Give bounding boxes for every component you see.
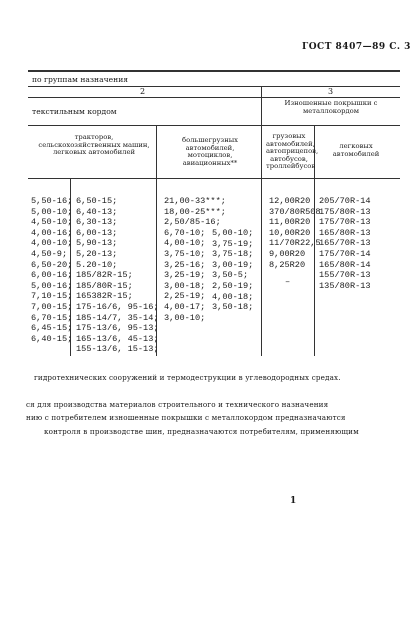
tire-size: 3,25-16;	[164, 259, 206, 270]
tire-size: 7,00-15;	[31, 301, 73, 312]
tire-size: 205/70R-14	[319, 196, 371, 206]
tire-size: 5,90-13;	[76, 238, 118, 249]
tire-size: 3,00-10;	[164, 312, 206, 323]
tire-size: 165/80R-13	[319, 227, 371, 238]
tire-size: 4,50-9;	[31, 248, 68, 259]
tire-size: 3,75-18;	[212, 249, 254, 260]
tire-size: 2,50-19;	[212, 280, 254, 291]
tire-size: 5.20-10;	[76, 259, 118, 270]
subheading-cars: легковых автомобилей	[332, 142, 380, 158]
tire-size: 8,25R20	[269, 259, 306, 270]
table-rule	[28, 178, 400, 179]
tire-size: 3,50-5;	[212, 270, 249, 281]
tire-size: 6,30-13;	[76, 217, 118, 228]
tire-size: 165/80R-14	[319, 259, 371, 270]
body-text-line: нию с потребителем изношенные покрышки с металлокордом предназначаются	[26, 413, 346, 422]
table-divider	[261, 86, 262, 356]
tire-size: 11/70R22,5	[269, 238, 321, 249]
subheading-heavy: большегрузных автомобилей, мотоциклов, авиационных**	[182, 136, 238, 167]
tire-size: 5,00-16;	[31, 280, 73, 291]
tire-size: 4,00-17;	[164, 301, 206, 312]
tire-size: 5,20-13;	[76, 248, 118, 259]
tire-size: 6,70-10;	[164, 227, 206, 238]
tire-size: 165-13/6, 45-13;	[76, 333, 159, 344]
tire-sizes-column-d	[212, 228, 253, 313]
tire-size: 175-13/6, 95-13;	[76, 323, 159, 334]
tire-size: 6,40-13;	[76, 206, 118, 217]
tire-size: 5,50-16;	[31, 196, 73, 206]
tire-size: 3,00-18;	[164, 280, 206, 291]
tire-size: 6,00-13;	[76, 227, 118, 238]
tire-size: 4,00-16;	[31, 227, 73, 238]
tire-size: 6,50-15;	[76, 196, 118, 206]
tire-sizes-column-a	[31, 196, 72, 344]
tire-size: 9,00R20	[269, 248, 306, 259]
subheading-tractors: тракторов, сельскохозяйственных машин, легковых автомобилей	[38, 133, 150, 157]
subheading-trucks: грузовых автомобилей, автоприцепов, автобусов, троллейбусов	[266, 132, 319, 171]
tire-size: 3,50-18;	[212, 302, 254, 313]
tire-size: 5,00-10;	[31, 206, 73, 217]
tire-size: 21,00-33***;	[164, 196, 226, 206]
tire-sizes-column-e	[269, 196, 321, 270]
tire-size: 7,10-15;	[31, 291, 73, 302]
table-rule	[28, 97, 400, 98]
column-number-2: 2	[140, 87, 146, 96]
tire-size: 175/80R-13	[319, 206, 371, 217]
tire-size: 10,00R20	[269, 227, 311, 238]
tire-size: 165382R-15;	[76, 291, 133, 302]
tire-size: 165/70R-13	[319, 238, 371, 249]
tire-size: 6,50-20;	[31, 259, 73, 270]
tire-size: 185/82R-15;	[76, 270, 133, 281]
tire-size: 18,00-25***;	[164, 206, 226, 217]
tire-size: 3,00-19;	[212, 259, 254, 270]
table-rule	[28, 125, 400, 126]
group-caption: по группам назначения	[32, 75, 129, 84]
tire-size: 4,00-18;	[212, 291, 254, 302]
tire-size: 185-14/7, 35-14;	[76, 312, 159, 323]
tire-size: 370/80R508	[269, 206, 321, 217]
tire-sizes-column-f	[319, 196, 371, 291]
page-mark: 1	[290, 496, 297, 506]
table-top-rule	[28, 70, 400, 72]
tire-sizes-column-b	[76, 196, 159, 355]
tire-size: 6,40-15;	[31, 333, 73, 344]
tire-size: 6,70-15;	[31, 312, 73, 323]
tire-size: 3,75-10;	[164, 248, 206, 259]
body-text-line: ся для производства материалов строительного и технического назначения	[26, 400, 329, 409]
table-rule	[28, 86, 400, 87]
dash-mark: –	[285, 277, 291, 287]
tire-size: 11,00R20	[269, 217, 311, 228]
body-text-line: гидротехнических сооружений и термодеструкции в углеводородных средах.	[34, 373, 341, 382]
tire-size: 6,45-15;	[31, 323, 73, 334]
tire-size: 2,50/85-16;	[164, 217, 221, 228]
page-header: ГОСТ 8407—89 С. 3	[302, 42, 411, 52]
textile-cord-heading: текстильным кордом	[32, 107, 117, 116]
worn-metal-cord-heading: Изношенные покрышки с металлокордом	[284, 99, 378, 115]
column-number-3: 3	[328, 87, 334, 96]
tire-size: 3,75-19;	[212, 238, 254, 249]
tire-size: 175-16/6, 95-16;	[76, 301, 159, 312]
tire-size: 6,00-16;	[31, 270, 73, 281]
tire-size: 135/80R-13	[319, 280, 371, 291]
tire-size: 5,00-10;	[212, 228, 254, 238]
tire-size: 4,00-10;	[31, 238, 73, 249]
body-text-line: контроля в производстве шин, предназначаются потребителям, применяющим	[44, 427, 359, 436]
tire-size: 155-13/6, 15-13;	[76, 344, 159, 355]
tire-size: 175/70R-13	[319, 217, 371, 228]
tire-size: 155/70R-13	[319, 270, 371, 281]
tire-size: 185/80R-15;	[76, 280, 133, 291]
tire-size: 175/70R-14	[319, 248, 371, 259]
tire-size: 12,00R20	[269, 196, 311, 206]
tire-size: 4,50-10;	[31, 217, 73, 228]
tire-size: 4,00-10;	[164, 238, 206, 249]
tire-size: 3,25-19;	[164, 270, 206, 281]
tire-size: 2,25-19;	[164, 291, 206, 302]
